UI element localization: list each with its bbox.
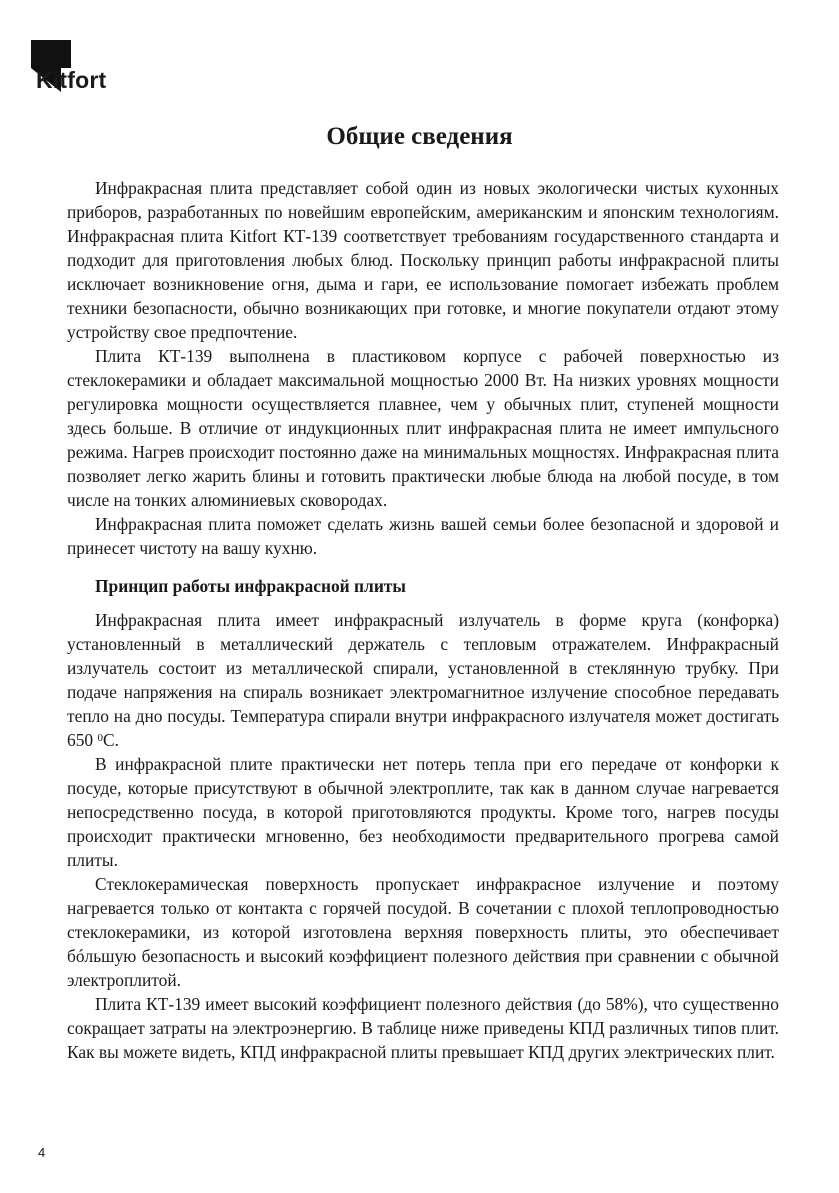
document-body <box>67 176 779 1064</box>
paragraph <box>67 608 779 752</box>
section-heading: Принцип работы инфракрасной плиты <box>95 576 406 596</box>
page-number: 4 <box>38 1145 46 1160</box>
paragraph: Стеклокерамическая поверхность пропускает инфракрасное излучение и поэтому нагревается только от контакта с горячей посудой. В сочетании с плохой теплопроводностью стеклокерамики, из которой изготовлена верхняя поверхность плиты, это обеспечивает бóльшую безопасность и высокий коэффициент полезного действия при сравнении с обычной электроплитой. <box>67 874 779 990</box>
paragraph: Плита КТ-139 выполнена в пластиковом корпусе с рабочей поверхностью из стеклокерамики и обладает максимальной мощностью 2000 Вт. На низких уровнях мощности регулировка мощности осуществляется плавнее, чем у обычных плит, ступеней мощности здесь больше. В отличие от индукционных плит инфракрасная плита не имеет импульсного режима. Нагрев происходит постоянно даже на минимальных мощностях. Инфракрасная плита позволяет легко жарить блины и готовить практически любые блюда на любой посуде, в том числе на тонких алюминиевых сковородах. <box>67 346 779 510</box>
text-run: С. <box>102 730 119 750</box>
paragraph: Инфракрасная плита представляет собой один из новых экологически чистых кухонных приборов, разработанных по новейшим европейским, американским и японским технологиям. Инфракрасная плита Kitfort КТ-139 соответствует требованиям государственного стандарта и подходит для приготовления любых блюд. Поскольку принцип работы инфракрасной плиты исключает возникновение огня, дыма и гари, ее использование помогает избежать проблем техники безопасности, обычно возникающих при готовке, и многие покупатели отдают этому устройству свое предпочтение. <box>67 178 779 342</box>
brand-name: Kitfort <box>36 67 107 93</box>
paragraph: В инфракрасной плите практически нет потерь тепла при его передаче от конфорки к посуде, которые присутствуют в обычной электроплите, так как в данном случае нагревается непосредственно посуда, в которой приготовляются продукты. Кроме того, нагрев посуды происходит практически мгновенно, без необходимости предварительного прогрева самой плиты. <box>67 754 779 870</box>
text-run: Инфракрасная плита имеет инфракрасный излучатель в форме круга (конфорка) установленный в металлический держатель с тепловым отражателем. Инфракрасный излучатель состоит из металлической спирали, установленной в стеклянную трубку. При подаче напряжения на спираль возникает электромагнитное излучение способное передавать тепло на дно посуды. Температура спирали внутри инфракрасного излучателя может достигать 650 <box>67 610 779 750</box>
paragraph: Инфракрасная плита поможет сделать жизнь вашей семьи более безопасной и здоровой и принесет чистоту на вашу кухню. <box>67 514 779 558</box>
page-title: Общие сведения <box>326 123 513 150</box>
paragraph: Плита КТ-139 имеет высокий коэффициент полезного действия (до 58%), что существенно сокращает затраты на электроэнергию. В таблице ниже приведены КПД различных типов плит. Как вы можете видеть, КПД инфракрасной плиты превышает КПД других электрических плит. <box>67 994 779 1062</box>
superscript: 0 <box>97 732 103 744</box>
